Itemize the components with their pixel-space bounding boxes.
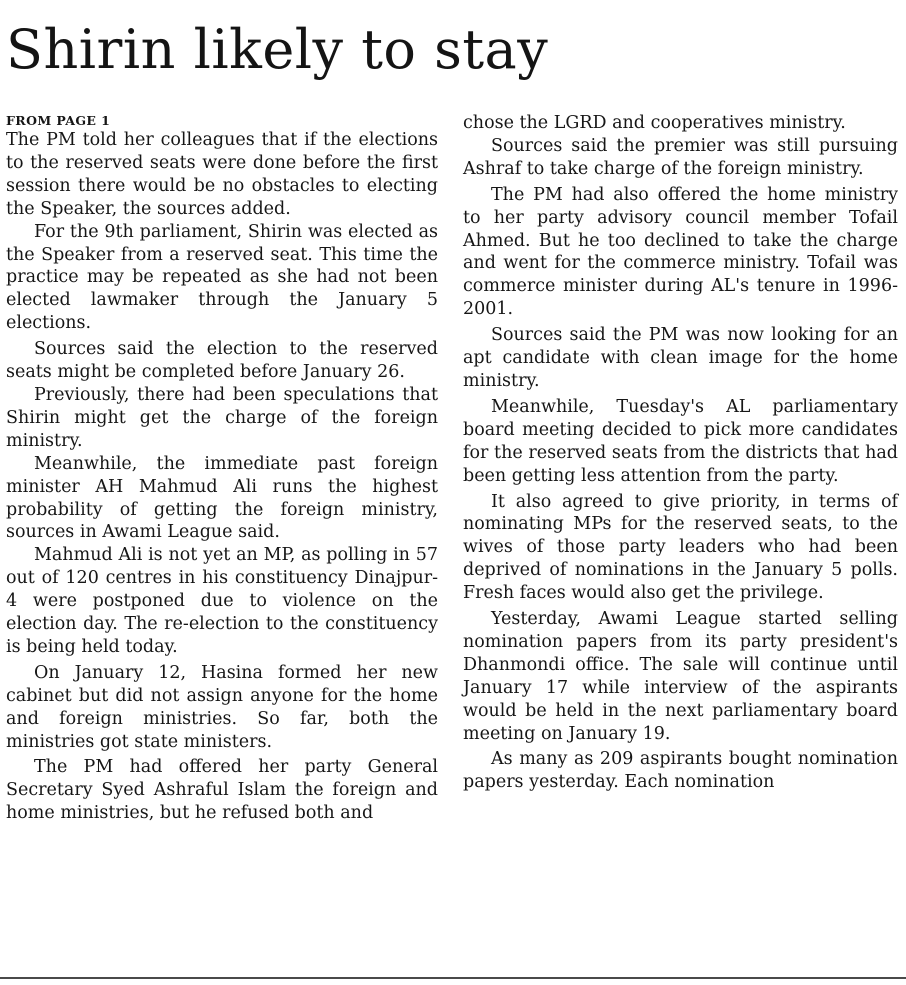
paragraph: Yesterday, Awami League started selling nomination papers from its party president's Dhanmondi office. The sale will continue until January 17 while interview of the aspirants would be held in the next parliamentary board meeting on January 19. <box>463 609 898 744</box>
paragraph: Mahmud Ali is not yet an MP, as polling in 57 out of 120 centres in his constituency Dinajpur-4 were postponed due to violence on the election day. The re-election to the constituency is being held today. <box>6 545 438 657</box>
paragraph: Sources said the premier was still pursuing Ashraf to take charge of the foreign ministry. <box>463 135 898 179</box>
paragraph: For the 9th parliament, Shirin was elected as the Speaker from a reserved seat. This time the practice may be repeated as she had not been elected lawmaker through the January 5 elections. <box>6 221 438 334</box>
paragraph: Previously, there had been speculations that Shirin might get the charge of the foreign ministry. <box>6 384 438 451</box>
paragraph: Meanwhile, the immediate past foreign minister AH Mahmud Ali runs the highest probability of getting the foreign ministry, sources in Awami League said. <box>6 453 438 543</box>
paragraph: On January 12, Hasina formed her new cabinet but did not assign anyone for the home and foreign ministries. So far, both the ministries got state ministers. <box>6 662 438 752</box>
headline: Shirin likely to stay <box>6 18 549 81</box>
article-column-1 <box>6 112 438 825</box>
paragraph: Sources said the PM was now looking for an apt candidate with clean image for the home ministry. <box>463 325 898 391</box>
paragraph: Meanwhile, Tuesday's AL parliamentary board meeting decided to pick more candidates for the reserved seats from the districts that had been getting less attention from the party. <box>463 396 898 486</box>
dateline: FROM PAGE 1 <box>6 113 111 128</box>
paragraph: chose the LGRD and cooperatives ministry. <box>463 113 846 133</box>
bottom-rule <box>0 977 906 979</box>
paragraph: It also agreed to give priority, in terms of nominating MPs for the reserved seats, to the wives of those party leaders who had been deprived of nominations in the January 5 polls. Fresh faces would also get the privilege. <box>463 491 898 604</box>
paragraph: The PM told her colleagues that if the elections to the reserved seats were done before the first session there would be no obstacles to electing the Speaker, the sources added. <box>6 130 438 219</box>
article-column-2 <box>463 112 898 794</box>
paragraph: As many as 209 aspirants bought nomination papers yesterday. Each nomination <box>463 749 898 793</box>
paragraph: The PM had offered her party General Secretary Syed Ashraful Islam the foreign and home ministries, but he refused both and <box>6 757 438 824</box>
paragraph: The PM had also offered the home ministry to her party advisory council member Tofail Ahmed. But he too declined to take the charge and went for the commerce ministry. Tofail was commerce minister during AL's tenure in 1996-2001. <box>463 184 898 320</box>
paragraph: Sources said the election to the reserved seats might be completed before January 26. <box>6 339 438 383</box>
